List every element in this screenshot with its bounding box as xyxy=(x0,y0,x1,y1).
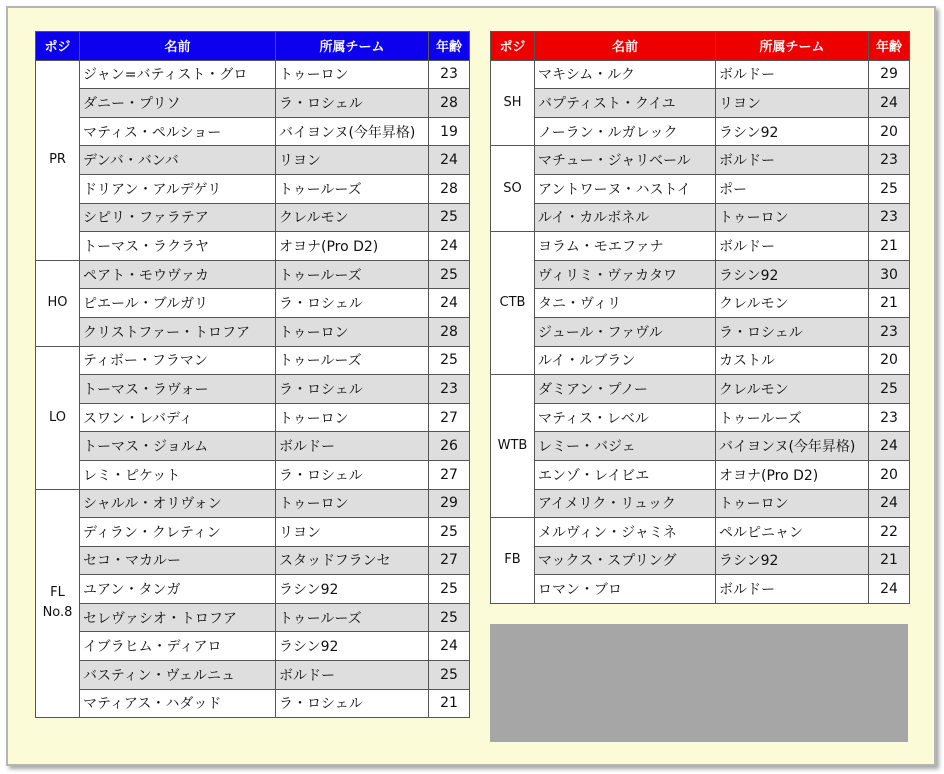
table-row xyxy=(36,146,470,175)
team-cell: ボルドー xyxy=(716,232,869,261)
team-cell: ボルドー xyxy=(716,575,869,604)
table-row xyxy=(491,232,910,261)
age-cell: 25 xyxy=(869,174,910,203)
backs-table xyxy=(490,31,910,604)
player-name-cell: ジュール・ファヴル xyxy=(535,317,716,346)
player-name-cell: マキシム・ルク xyxy=(535,60,716,89)
team-cell: トゥールーズ xyxy=(276,346,429,375)
table-row xyxy=(36,460,470,489)
header-pos: ポジ xyxy=(491,32,535,61)
player-name-cell: セコ・マカルー xyxy=(80,546,276,575)
table-row xyxy=(491,460,910,489)
age-cell: 25 xyxy=(429,603,470,632)
player-name-cell: ピエール・ブルガリ xyxy=(80,289,276,318)
header-team: 所属チーム xyxy=(276,32,429,61)
table-row xyxy=(36,117,470,146)
player-name-cell: レミー・バジェ xyxy=(535,432,716,461)
player-name-cell: トーマス・ラヴォー xyxy=(80,375,276,404)
age-cell: 23 xyxy=(869,203,910,232)
team-cell: バイヨンヌ(今年昇格) xyxy=(276,117,429,146)
player-name-cell: アントワーヌ・ハストイ xyxy=(535,174,716,203)
player-name-cell: ノーラン・ルガレック xyxy=(535,117,716,146)
table-row xyxy=(491,546,910,575)
table-row xyxy=(491,489,910,518)
player-name-cell: メルヴィン・ジャミネ xyxy=(535,518,716,547)
table-row xyxy=(36,89,470,118)
player-name-cell: エンゾ・レイビエ xyxy=(535,460,716,489)
age-cell: 25 xyxy=(429,346,470,375)
team-cell: オヨナ(Pro D2) xyxy=(276,232,429,261)
team-cell: ラシン92 xyxy=(716,117,869,146)
team-cell: クレルモン xyxy=(716,289,869,318)
age-cell: 21 xyxy=(869,289,910,318)
player-name-cell: ダニー・プリソ xyxy=(80,89,276,118)
table-row xyxy=(36,403,470,432)
team-cell: トゥールーズ xyxy=(276,174,429,203)
header-age: 年齢 xyxy=(869,32,910,61)
player-name-cell: マティアス・ハダッド xyxy=(80,689,276,718)
table-row xyxy=(36,518,470,547)
age-cell: 19 xyxy=(429,117,470,146)
age-cell: 23 xyxy=(869,146,910,175)
player-name-cell: デンバ・バンバ xyxy=(80,146,276,175)
player-name-cell: ヨラム・モエファナ xyxy=(535,232,716,261)
team-cell: ボルドー xyxy=(716,60,869,89)
table-row xyxy=(491,260,910,289)
table-row xyxy=(491,203,910,232)
age-cell: 24 xyxy=(429,289,470,318)
position-cell: LO xyxy=(36,346,80,489)
team-cell: ラシン92 xyxy=(716,546,869,575)
player-name-cell: ユアン・タンガ xyxy=(80,575,276,604)
empty-filler-area xyxy=(490,624,908,742)
age-cell: 21 xyxy=(869,546,910,575)
team-cell: リヨン xyxy=(716,89,869,118)
team-cell: トゥールーズ xyxy=(276,260,429,289)
team-cell: トゥーロン xyxy=(716,203,869,232)
player-name-cell: スワン・レバディ xyxy=(80,403,276,432)
player-name-cell: マチュー・ジャリベール xyxy=(535,146,716,175)
table-row xyxy=(36,632,470,661)
table-row xyxy=(36,432,470,461)
player-name-cell: マティス・レベル xyxy=(535,403,716,432)
team-cell: ポー xyxy=(716,174,869,203)
table-row xyxy=(36,689,470,718)
team-cell: ラ・ロシェル xyxy=(276,375,429,404)
table-row xyxy=(491,146,910,175)
age-cell: 25 xyxy=(869,375,910,404)
team-cell: ボルドー xyxy=(276,661,429,690)
table-row xyxy=(491,89,910,118)
age-cell: 25 xyxy=(429,518,470,547)
team-cell: トゥーロン xyxy=(276,403,429,432)
table-row xyxy=(491,432,910,461)
table-row xyxy=(491,518,910,547)
position-cell: FB xyxy=(491,518,535,604)
table-row xyxy=(36,603,470,632)
team-cell: ラ・ロシェル xyxy=(276,689,429,718)
player-name-cell: ヴィリミ・ヴァカタワ xyxy=(535,260,716,289)
team-cell: ラ・ロシェル xyxy=(276,460,429,489)
player-name-cell: マックス・スプリング xyxy=(535,546,716,575)
player-name-cell: バプティスト・クイユ xyxy=(535,89,716,118)
age-cell: 25 xyxy=(429,260,470,289)
table-row xyxy=(491,375,910,404)
age-cell: 24 xyxy=(869,89,910,118)
age-cell: 20 xyxy=(869,346,910,375)
header-pos: ポジ xyxy=(36,32,80,61)
age-cell: 23 xyxy=(869,403,910,432)
age-cell: 21 xyxy=(869,232,910,261)
table-row xyxy=(36,661,470,690)
table-row xyxy=(36,575,470,604)
team-cell: トゥーロン xyxy=(276,489,429,518)
table-row xyxy=(491,317,910,346)
age-cell: 24 xyxy=(429,232,470,261)
team-cell: リヨン xyxy=(276,146,429,175)
team-cell: トゥーロン xyxy=(276,60,429,89)
table-row xyxy=(491,403,910,432)
age-cell: 29 xyxy=(869,60,910,89)
player-name-cell: イブラヒム・ディアロ xyxy=(80,632,276,661)
player-name-cell: ティボー・フラマン xyxy=(80,346,276,375)
table-row xyxy=(36,289,470,318)
team-cell: ペルピニャン xyxy=(716,518,869,547)
backs-header-row xyxy=(491,32,910,61)
table-row xyxy=(491,346,910,375)
position-cell: SH xyxy=(491,60,535,146)
player-name-cell: ディラン・クレティン xyxy=(80,518,276,547)
table-row xyxy=(36,203,470,232)
table-row xyxy=(36,375,470,404)
team-cell: ラシン92 xyxy=(276,632,429,661)
position-cell: FL No.8 xyxy=(36,489,80,718)
age-cell: 24 xyxy=(869,489,910,518)
player-name-cell: セレヴァシオ・トロフア xyxy=(80,603,276,632)
team-cell: ボルドー xyxy=(716,146,869,175)
player-name-cell: レミ・ピケット xyxy=(80,460,276,489)
position-cell: WTB xyxy=(491,375,535,518)
forwards-table xyxy=(35,31,470,718)
header-age: 年齢 xyxy=(429,32,470,61)
player-name-cell: ルイ・カルボネル xyxy=(535,203,716,232)
age-cell: 24 xyxy=(429,146,470,175)
table-row xyxy=(36,232,470,261)
team-cell: ラ・ロシェル xyxy=(276,289,429,318)
position-cell: CTB xyxy=(491,232,535,375)
team-cell: ラ・ロシェル xyxy=(276,89,429,118)
player-name-cell: ダミアン・プノー xyxy=(535,375,716,404)
team-cell: トゥールーズ xyxy=(276,603,429,632)
table-row xyxy=(36,60,470,89)
age-cell: 27 xyxy=(429,403,470,432)
header-name: 名前 xyxy=(80,32,276,61)
age-cell: 25 xyxy=(429,203,470,232)
team-cell: トゥーロン xyxy=(276,317,429,346)
table-row xyxy=(491,575,910,604)
player-name-cell: マティス・ペルショー xyxy=(80,117,276,146)
age-cell: 29 xyxy=(429,489,470,518)
age-cell: 30 xyxy=(869,260,910,289)
age-cell: 24 xyxy=(429,632,470,661)
table-row xyxy=(36,260,470,289)
header-name: 名前 xyxy=(535,32,716,61)
age-cell: 24 xyxy=(869,432,910,461)
player-name-cell: トーマス・ラクラヤ xyxy=(80,232,276,261)
player-name-cell: バスティン・ヴェルニュ xyxy=(80,661,276,690)
team-cell: オヨナ(Pro D2) xyxy=(716,460,869,489)
team-cell: スタッドフランセ xyxy=(276,546,429,575)
table-row xyxy=(36,346,470,375)
age-cell: 23 xyxy=(869,317,910,346)
age-cell: 27 xyxy=(429,546,470,575)
table-row xyxy=(36,317,470,346)
age-cell: 28 xyxy=(429,317,470,346)
header-team: 所属チーム xyxy=(716,32,869,61)
age-cell: 27 xyxy=(429,460,470,489)
age-cell: 20 xyxy=(869,460,910,489)
age-cell: 28 xyxy=(429,174,470,203)
team-cell: ボルドー xyxy=(276,432,429,461)
player-name-cell: アイメリク・リュック xyxy=(535,489,716,518)
player-name-cell: トーマス・ジョルム xyxy=(80,432,276,461)
age-cell: 25 xyxy=(429,575,470,604)
team-cell: カストル xyxy=(716,346,869,375)
team-cell: トゥーロン xyxy=(716,489,869,518)
age-cell: 21 xyxy=(429,689,470,718)
table-row xyxy=(491,117,910,146)
team-cell: リヨン xyxy=(276,518,429,547)
age-cell: 25 xyxy=(429,661,470,690)
player-name-cell: ロマン・ブロ xyxy=(535,575,716,604)
table-row xyxy=(491,60,910,89)
table-row xyxy=(36,489,470,518)
table-row xyxy=(491,174,910,203)
table-row xyxy=(36,174,470,203)
age-cell: 23 xyxy=(429,60,470,89)
forwards-header-row xyxy=(36,32,470,61)
team-cell: バイヨンヌ(今年昇格) xyxy=(716,432,869,461)
position-cell: SO xyxy=(491,146,535,232)
player-name-cell: クリストファー・トロフア xyxy=(80,317,276,346)
player-name-cell: ルイ・ルブラン xyxy=(535,346,716,375)
age-cell: 22 xyxy=(869,518,910,547)
player-name-cell: ペアト・モウヴァカ xyxy=(80,260,276,289)
age-cell: 20 xyxy=(869,117,910,146)
player-name-cell: シピリ・ファラテア xyxy=(80,203,276,232)
age-cell: 23 xyxy=(429,375,470,404)
table-row xyxy=(491,289,910,318)
team-cell: トゥールーズ xyxy=(716,403,869,432)
team-cell: ラシン92 xyxy=(716,260,869,289)
team-cell: ラシン92 xyxy=(276,575,429,604)
position-cell: HO xyxy=(36,260,80,346)
player-name-cell: タニ・ヴィリ xyxy=(535,289,716,318)
player-name-cell: シャルル・オリヴォン xyxy=(80,489,276,518)
table-row xyxy=(36,546,470,575)
team-cell: クレルモン xyxy=(276,203,429,232)
player-name-cell: ジャン=バティスト・グロ xyxy=(80,60,276,89)
age-cell: 26 xyxy=(429,432,470,461)
team-cell: ラ・ロシェル xyxy=(716,317,869,346)
position-cell: PR xyxy=(36,60,80,260)
player-name-cell: ドリアン・アルデゲリ xyxy=(80,174,276,203)
age-cell: 28 xyxy=(429,89,470,118)
age-cell: 24 xyxy=(869,575,910,604)
team-cell: クレルモン xyxy=(716,375,869,404)
